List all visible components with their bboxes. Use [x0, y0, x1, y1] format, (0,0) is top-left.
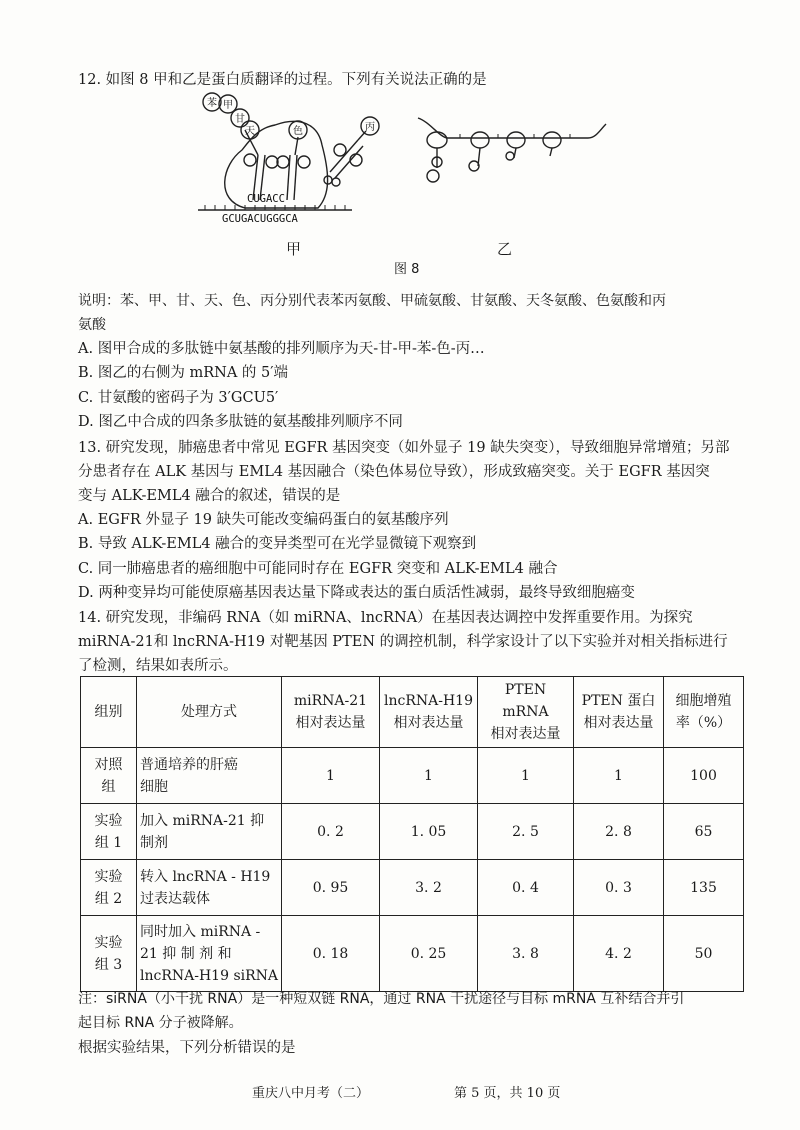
footer-page-number: 第 5 页，共 10 页 — [454, 1086, 561, 1101]
q12-stem: 12. 如图 8 甲和乙是蛋白质翻译的过程。下列有关说法正确的是 — [78, 72, 487, 88]
q13-option-a: A. EGFR 外显子 19 缺失可能改变编码蛋白的氨基酸序列 — [78, 512, 449, 528]
q12-option-a: A. 图甲合成的多肽链中氨基酸的排列顺序为天-甘-甲-苯-色-丙… — [78, 341, 485, 357]
table-header-row — [81, 677, 744, 748]
table-row: 实验 组 3 同时加入 miRNA - 21 抑 制 剂 和 lncRNA-H19 siRNA 0. 18 0. 25 3. 8 4. 2 50 — [81, 916, 744, 992]
q14-note-line1: 注：siRNA（小干扰 RNA）是一种短双链 RNA，通过 RNA 干扰途径与目标 mRNA 互补结合并引 — [78, 991, 685, 1007]
aa-ben-label: 苯 — [207, 98, 217, 109]
aa-gan-label: 甘 — [235, 114, 245, 125]
header-proliferation: 细胞增殖 率（%） — [664, 677, 744, 748]
aa-se-label: 色 — [293, 126, 303, 137]
q14-note-line2: 起目标 RNA 分子被降解。 — [78, 1015, 243, 1031]
q12-note-line1: 说明：苯、甲、甘、天、色、丙分别代表苯丙氨酸、甲硫氨酸、甘氨酸、天冬氨酸、色氨酸和丙 — [78, 293, 666, 309]
q13-stem-line3: 变与 ALK-EML4 融合的叙述，错误的是 — [78, 488, 341, 504]
figure-label-jia: 甲 — [286, 240, 302, 258]
figure-label-yi: 乙 — [497, 240, 513, 258]
q12-option-d: D. 图乙中合成的四条多肽链的氨基酸排列顺序不同 — [78, 414, 403, 430]
q12-option-c: C. 甘氨酸的密码子为 3′GCU5′ — [78, 390, 279, 406]
q13-stem-line1: 13. 研究发现，肺癌患者中常见 EGFR 基因突变（如外显子 19 缺失突变），导致细胞异常增殖；另部 — [78, 440, 730, 456]
q14-ask: 根据实验结果，下列分析错误的是 — [78, 1040, 296, 1056]
header-lncrna: lncRNA-H19 相对表达量 — [380, 677, 478, 748]
q13-option-d: D. 两种变异均可能使原癌基因表达量下降或表达的蛋白质活性减弱，最终导致细胞癌变 — [78, 585, 635, 601]
q14-stem-line1: 14. 研究发现，非编码 RNA（如 miRNA、lncRNA）在基因表达调控中发挥重要作用。为探究 — [78, 610, 693, 626]
aa-jia-label: 甲 — [223, 100, 233, 111]
figure-8 — [0, 85, 800, 355]
q13-stem-line2: 分患者存在 ALK 基因与 EML4 基因融合（染色体易位导致），形成致癌突变。关于 EGFR 基因突 — [78, 464, 710, 480]
mrna-sequence: GCUGACUGGGCA — [222, 213, 298, 225]
q14-stem-line3: 了检测，结果如表所示。 — [78, 658, 238, 674]
table-row: 对照 组 普通培养的肝癌 细胞 1 1 1 1 100 — [81, 748, 744, 804]
footer-school: 重庆八中月考（二） — [252, 1086, 370, 1101]
q13-option-b: B. 导致 ALK-EML4 融合的变异类型可在光学显微镜下观察到 — [78, 536, 477, 552]
figure-caption: 图 8 — [394, 262, 420, 277]
header-treatment: 处理方式 — [137, 677, 282, 748]
figure-yi-polyribosome — [418, 118, 606, 182]
table-row: 实验 组 1 加入 miRNA-21 抑 制剂 0. 2 1. 05 2. 5 2. 8 65 — [81, 804, 744, 860]
q13-option-c: C. 同一肺癌患者的癌细胞中可能同时存在 EGFR 突变和 ALK-EML4 融合 — [78, 561, 558, 577]
aa-tian-label: 天 — [245, 126, 255, 137]
header-pten-mrna: PTEN mRNA 相对表达量 — [478, 677, 574, 748]
header-group: 组别 — [81, 677, 137, 748]
aa-bing-label: 丙 — [365, 122, 375, 133]
q12-option-b: B. 图乙的右侧为 mRNA 的 5′端 — [78, 365, 289, 381]
results-table — [80, 676, 744, 992]
header-pten-protein: PTEN 蛋白 相对表达量 — [574, 677, 664, 748]
anticodon-text: CUGACC — [247, 193, 285, 205]
q12-note-line2: 氨酸 — [78, 317, 106, 333]
q14-stem-line2: miRNA-21和 lncRNA-H19 对靶基因 PTEN 的调控机制，科学家设计了以下实验并对相关指标进行 — [78, 634, 728, 650]
header-mirna: miRNA-21 相对表达量 — [282, 677, 380, 748]
table-row: 实验 组 2 转入 lncRNA - H19 过表达载体 0. 95 3. 2 0. 4 0. 3 135 — [81, 860, 744, 916]
